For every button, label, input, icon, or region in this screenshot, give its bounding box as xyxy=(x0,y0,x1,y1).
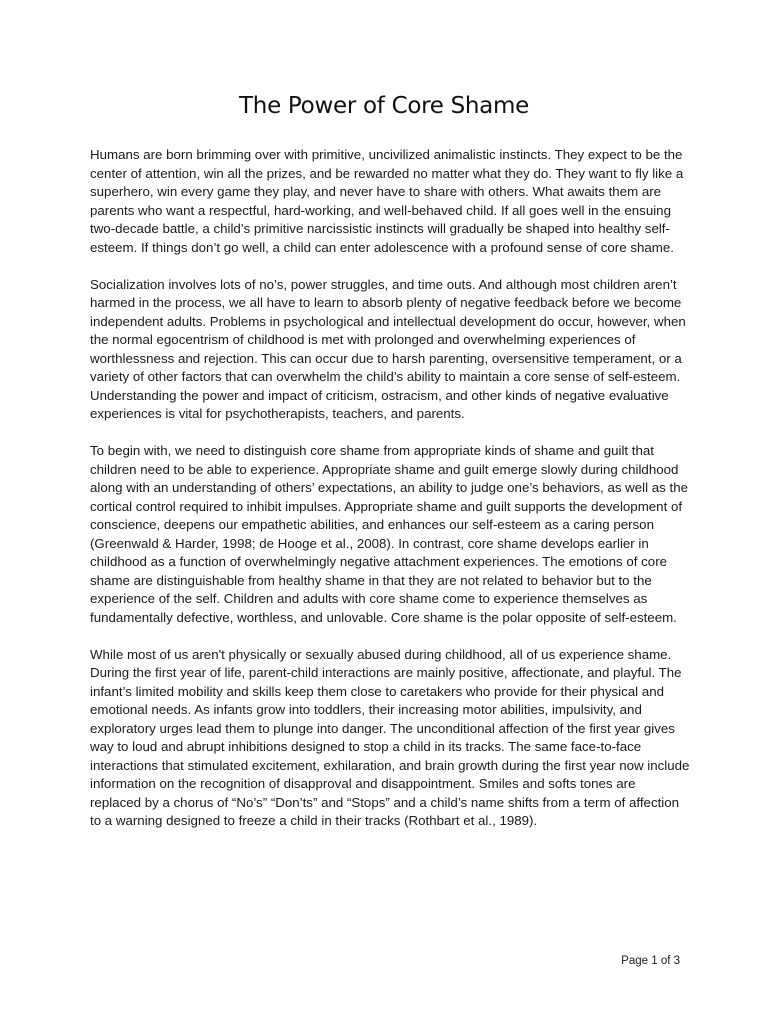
paragraph-1: Humans are born brimming over with primitive, uncivilized animalistic instincts. They expect to be the center of attention, win all the prizes, and be rewarded no matter what they do. They want to fly like a superhero, win every game they play, and never have to share with others. What awaits them are parents who want a respectful, hard-working, and well-behaved child. If all goes well in the ensuing two-decade battle, a child’s primitive narcissistic instincts will gradually be shaped into healthy self-esteem. If things don’t go well, a child can enter adolescence with a profound sense of core shame. xyxy=(90,147,684,255)
paragraph-2: Socialization involves lots of no’s, power struggles, and time outs. And although most children aren’t harmed in the process, we all have to learn to absorb plenty of negative feedback before we become independent adults. Problems in psychological and intellectual development do occur, however, when the normal egocentrism of childhood is met with prolonged and overwhelming experiences of worthlessness and rejection. This can occur due to harsh parenting, oversensitive temperament, or a variety of other factors that can overwhelm the child’s ability to maintain a core sense of self-esteem. Understanding the power and impact of criticism, ostracism, and other kinds of negative evaluative experiences is vital for psychotherapists, teachers, and parents. xyxy=(90,276,686,421)
paragraph-4: While most of us aren't physically or sexually abused during childhood, all of us experience shame. During the first year of life, parent-child interactions are mainly positive, affectionate, and playful. The infant’s limited mobility and skills keep them close to caretakers who provide for their physical and emotional needs. As infants grow into toddlers, their increasing motor abilities, impulsivity, and exploratory urges lead them to plunge into danger. The unconditional affection of the first year gives way to loud and abrupt inhibitions designed to stop a child in its tracks. The same face-to-face interactions that stimulated excitement, exhilaration, and brain growth during the first year now include information on the recognition of disapproval and disappointment. Smiles and softs tones are replaced by a chorus of “No’s” “Don’ts” and “Stops” and a child’s name shifts from a term of affection to a warning designed to freeze a child in their tracks (Rothbart et al., 1989). xyxy=(90,646,690,828)
page-number: Page 1 of 3 xyxy=(621,955,680,967)
body-text xyxy=(90,146,690,849)
paragraph-3: To begin with, we need to distinguish core shame from appropriate kinds of shame and guilt that children need to be able to experience. Appropriate shame and guilt emerge slowly during childhood along with an understanding of others’ expectations, an ability to judge one’s behaviors, as well as the cortical control required to inhibit impulses. Appropriate shame and guilt supports the development of conscience, deepens our empathetic abilities, and enhances our self-esteem as a caring person (Greenwald & Harder, 1998; de Hooge et al., 2008). In contrast, core shame develops earlier in childhood as a function of overwhelmingly negative attachment experiences. The emotions of core shame are distinguishable from healthy shame in that they are not related to behavior but to the experience of the self. Children and adults with core shame come to experience themselves as fundamentally defective, worthless, and unlovable. Core shame is the polar opposite of self-esteem. xyxy=(90,443,689,625)
page-title: The Power of Core Shame xyxy=(239,93,529,119)
